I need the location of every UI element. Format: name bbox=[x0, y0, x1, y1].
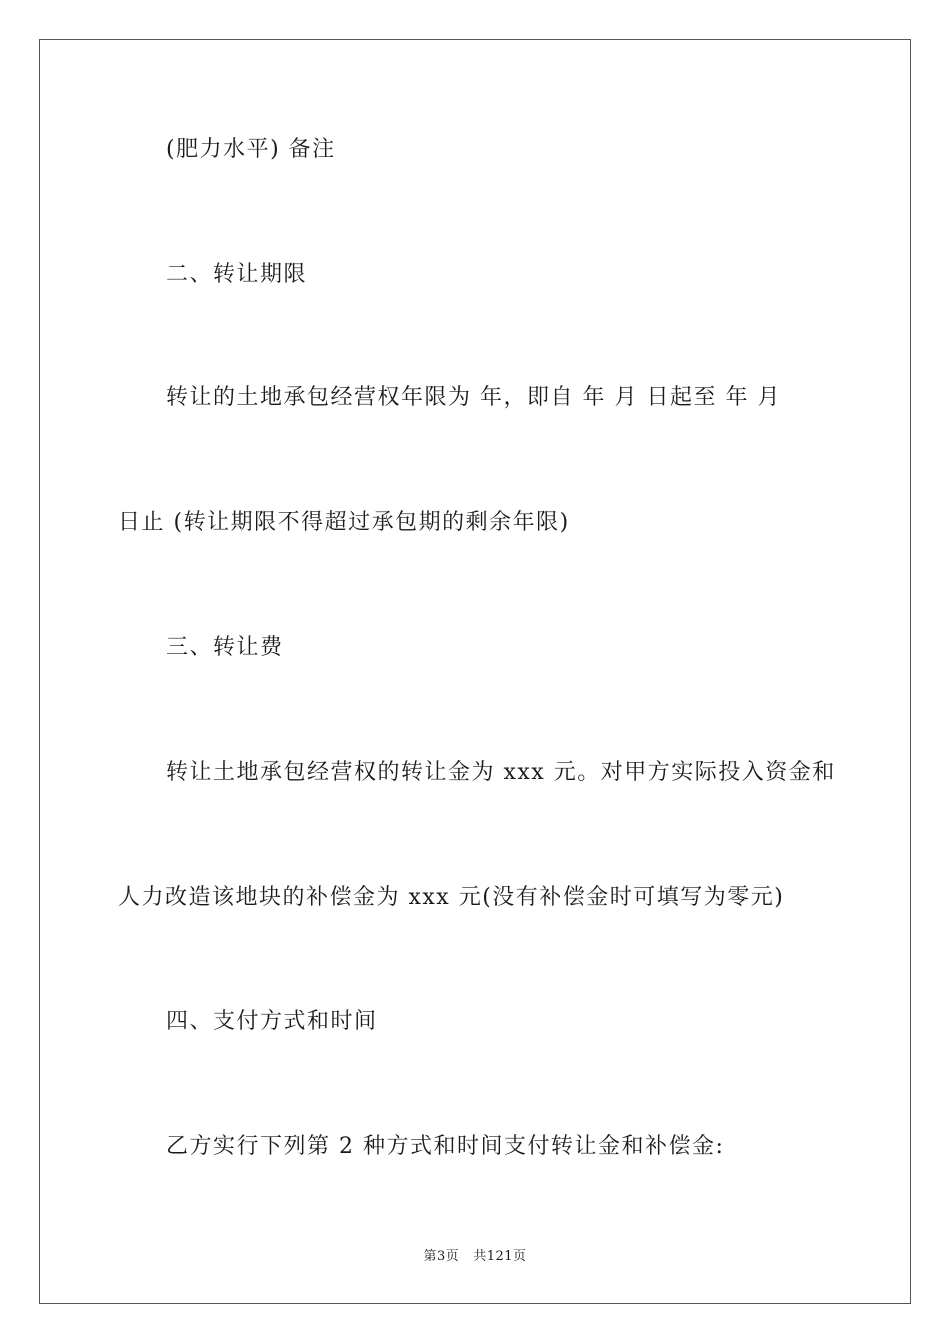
section-heading-payment: 四、支付方式和时间 bbox=[166, 1009, 378, 1034]
text-line-transfer-fee-1: 转让土地承包经营权的转让金为 xxx 元。对甲方实际投入资金和 bbox=[166, 760, 836, 785]
text-line-payment-method: 乙方实行下列第 2 种方式和时间支付转让金和补偿金: bbox=[166, 1134, 725, 1159]
page-number: 第3页 bbox=[423, 1249, 460, 1264]
page-total: 共121页 bbox=[473, 1249, 527, 1264]
section-heading-transfer-fee: 三、转让费 bbox=[166, 635, 284, 660]
text-line-transfer-period-2: 日止 (转让期限不得超过承包期的剩余年限) bbox=[118, 510, 570, 535]
text-line-fertility-note: (肥力水平) 备注 bbox=[166, 137, 336, 162]
text-line-transfer-fee-2: 人力改造该地块的补偿金为 xxx 元(没有补偿金时可填写为零元) bbox=[118, 885, 785, 910]
text-line-transfer-period-1: 转让的土地承包经营权年限为 年，即自 年 月 日起至 年 月 bbox=[166, 385, 781, 410]
section-heading-transfer-period: 二、转让期限 bbox=[166, 262, 308, 287]
page-footer bbox=[0, 1248, 950, 1266]
page-border bbox=[39, 39, 911, 1304]
